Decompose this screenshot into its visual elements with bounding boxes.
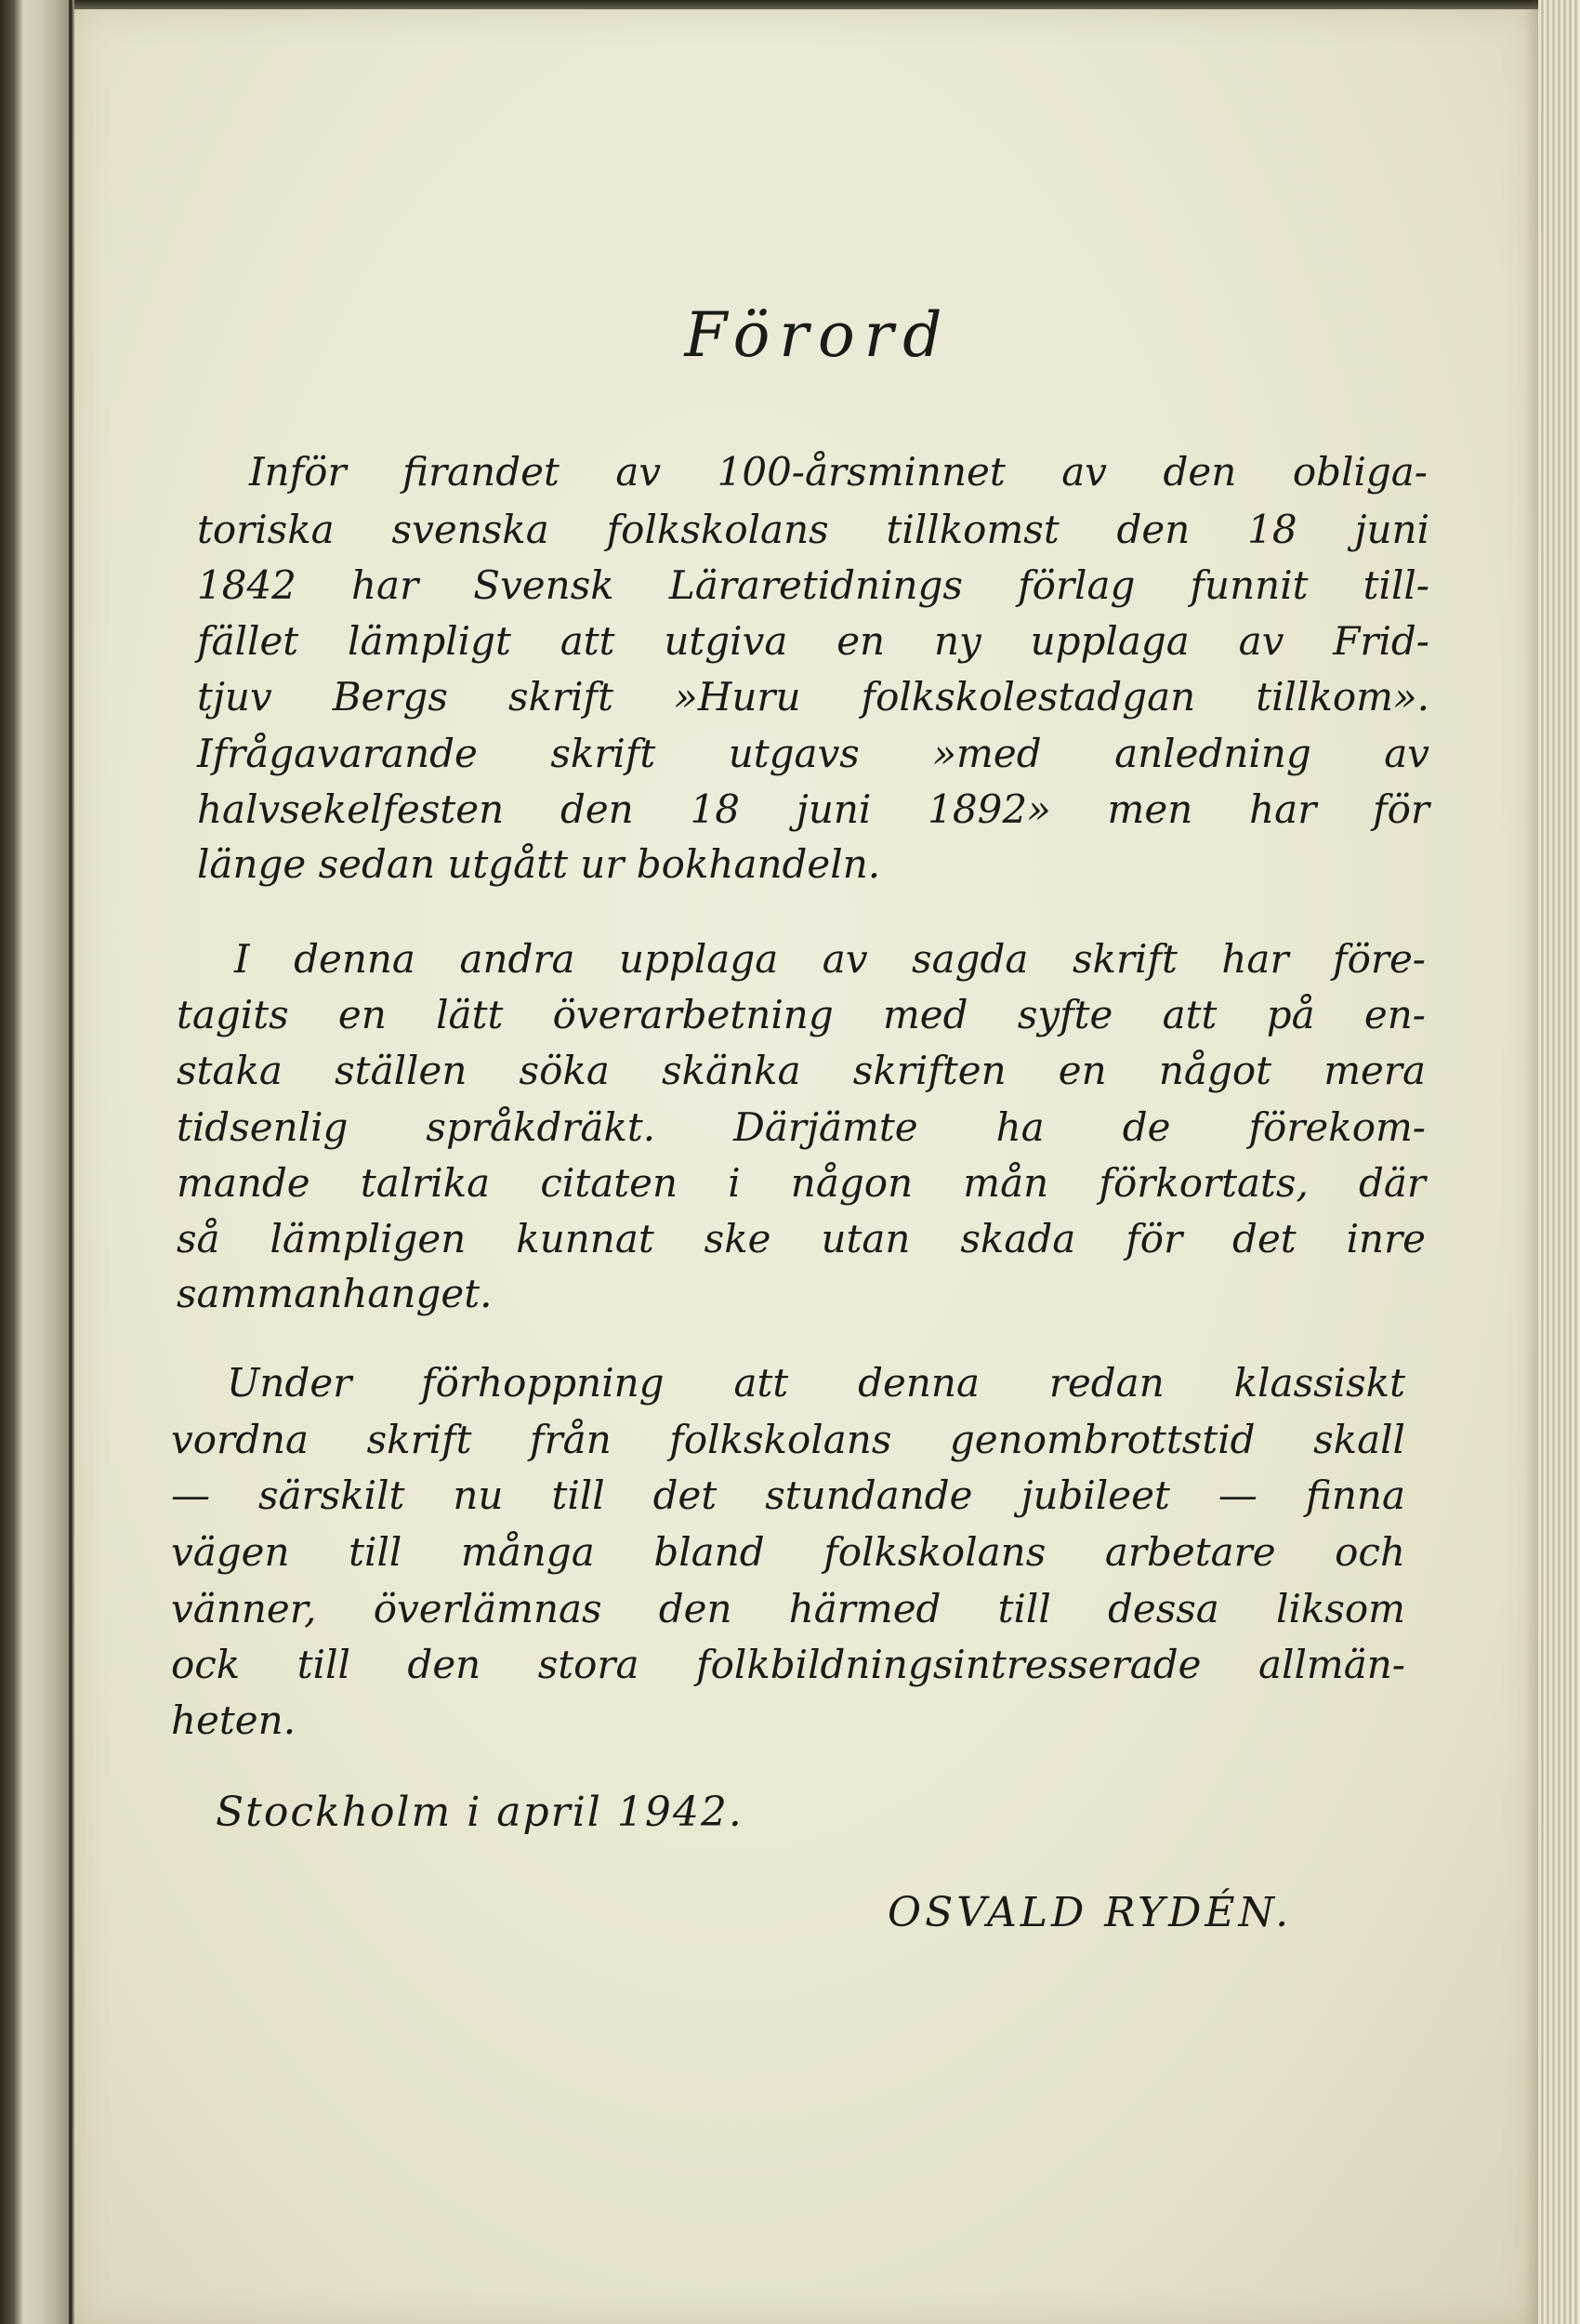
page-title: Förord: [684, 299, 952, 371]
text-line: Inför firandet av 100-årsminnet av den obliga-: [249, 449, 1428, 495]
text-line: Ifrågavarande skrift utgavs »med anledning av: [197, 731, 1429, 776]
text-line: mande talrika citaten i någon mån förkortats, där: [177, 1160, 1426, 1206]
text-line: toriska svenska folkskolans tillkomst den 18 juni: [197, 507, 1429, 552]
text-line: Under förhoppning att denna redan klassiskt: [227, 1360, 1405, 1406]
text-line: tagits en lätt överarbetning med syfte att på en-: [177, 992, 1426, 1037]
place-date: Stockholm i april 1942.: [216, 1789, 744, 1836]
text-line: vägen till många bland folkskolans arbetare och: [171, 1529, 1405, 1575]
text-line: ock till den stora folkbildningsintresserade allmän-: [171, 1642, 1405, 1687]
text-line: — särskilt nu till det stundande jubileet — finna: [171, 1472, 1405, 1518]
text-line: vordna skrift från folkskolans genombrottstid skall: [171, 1417, 1405, 1462]
top-edge: [74, 0, 1580, 9]
text-line: tidsenlig språkdräkt. Därjämte ha de förekom-: [177, 1104, 1426, 1150]
text-line: fället lämpligt att utgiva en ny upplaga av Frid-: [197, 618, 1429, 664]
text-line: så lämpligen kunnat ske utan skada för det inre: [177, 1216, 1426, 1261]
text-line: 1842 har Svensk Läraretidnings förlag funnit till-: [197, 562, 1429, 608]
text-line: heten.: [171, 1697, 296, 1743]
text-line: staka ställen söka skänka skriften en något mera: [177, 1048, 1426, 1093]
text-line: länge sedan utgått ur bokhandeln.: [197, 841, 881, 887]
signature: OSVALD RYDÉN.: [888, 1889, 1293, 1936]
text-line: sammanhanget.: [177, 1271, 493, 1316]
text-line: tjuv Bergs skrift »Huru folkskolestadgan tillkom».: [197, 674, 1429, 720]
text-line: vänner, överlämnas den härmed till dessa liksom: [171, 1586, 1405, 1631]
text-line: halvsekelfesten den 18 juni 1892» men har för: [197, 786, 1429, 832]
text-line: I denna andra upplaga av sagda skrift har före-: [234, 936, 1426, 982]
